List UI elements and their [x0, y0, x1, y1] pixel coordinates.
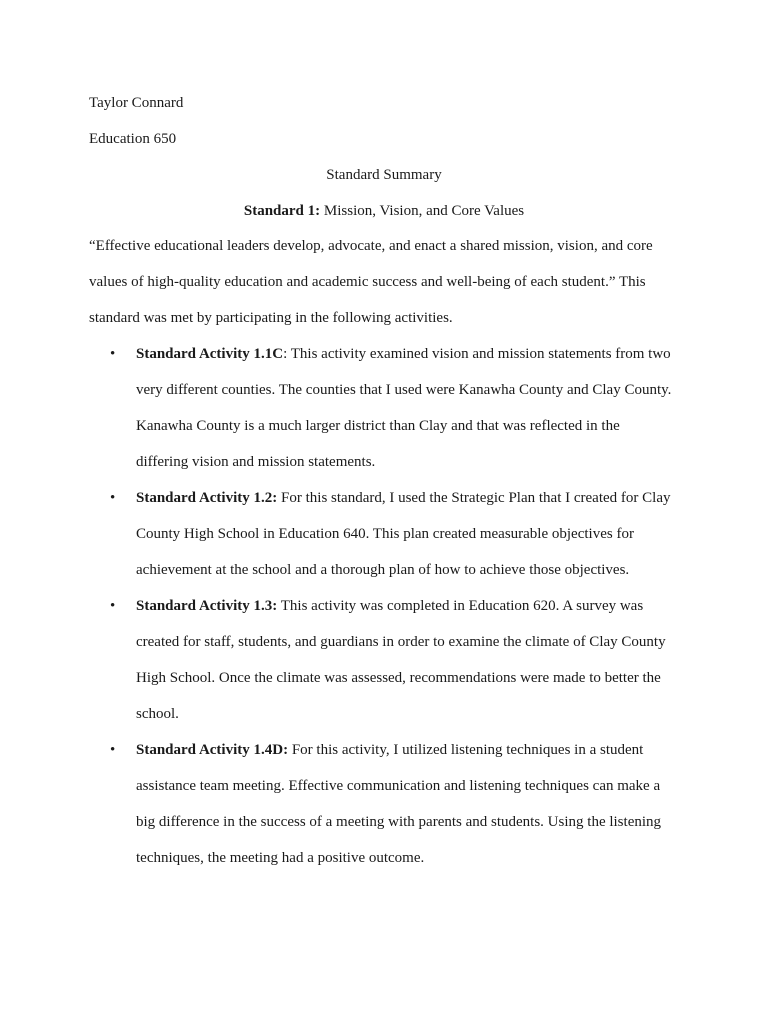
- activity-1-label: Standard Activity 1.1C: [136, 346, 284, 362]
- activity-1-first-line: [136, 345, 671, 363]
- activity-4-line-3: big difference in the success of a meeting with parents and students. Using the listening: [136, 814, 662, 830]
- activity-4-first-line: [136, 741, 643, 759]
- activity-2-line-2: County High School in Education 640. This plan created measurable objectives for: [136, 526, 634, 542]
- course-name: Education 650: [89, 131, 177, 147]
- activity-3-first-line: [136, 597, 643, 615]
- activity-2-first-line: [136, 489, 671, 507]
- activity-3-line-2: created for staff, students, and guardians in order to examine the climate of Clay County: [136, 634, 666, 650]
- bullet-icon: •: [110, 598, 116, 614]
- activity-1-text: : This activity examined vision and mission statements from two: [283, 346, 671, 362]
- standard-heading-label: Standard 1:: [243, 203, 321, 219]
- activity-1-line-4: differing vision and mission statements.: [136, 454, 376, 470]
- activity-2-label: Standard Activity 1.2:: [136, 490, 278, 506]
- bullet-icon: •: [110, 346, 116, 362]
- bullet-icon: •: [110, 742, 116, 758]
- intro-line-1: “Effective educational leaders develop, advocate, and enact a shared mission, vision, and core: [89, 238, 653, 254]
- activity-3-label: Standard Activity 1.3:: [136, 598, 278, 614]
- activity-2-line-3: achievement at the school and a thorough plan of how to achieve those objectives.: [136, 562, 630, 578]
- activity-4-text: For this activity, I utilized listening techniques in a student: [288, 742, 644, 758]
- intro-line-3: standard was met by participating in the following activities.: [89, 310, 453, 326]
- author-name: Taylor Connard: [89, 95, 184, 111]
- activity-3-text: This activity was completed in Education 620. A survey was: [277, 598, 644, 614]
- bullet-icon: •: [110, 490, 116, 506]
- activity-4-label: Standard Activity 1.4D:: [136, 742, 289, 758]
- intro-line-2: values of high-quality education and academic success and well-being of each student.” This: [89, 274, 646, 290]
- activity-1-line-2: very different counties. The counties that I used were Kanawha County and Clay County.: [136, 382, 672, 398]
- activity-2-text: For this standard, I used the Strategic Plan that I created for Clay: [277, 490, 671, 506]
- standard-heading-text: Mission, Vision, and Core Values: [320, 203, 525, 219]
- activity-1-line-3: Kanawha County is a much larger district than Clay and that was reflected in the: [136, 418, 620, 434]
- activity-3-line-3: High School. Once the climate was assessed, recommendations were made to better the: [136, 670, 661, 686]
- activity-4-line-4: techniques, the meeting had a positive outcome.: [136, 850, 425, 866]
- activity-4-line-2: assistance team meeting. Effective communication and listening techniques can make a: [136, 778, 661, 794]
- standard-heading: [0, 202, 768, 220]
- activity-3-line-4: school.: [136, 706, 179, 722]
- document-title: Standard Summary: [326, 167, 442, 183]
